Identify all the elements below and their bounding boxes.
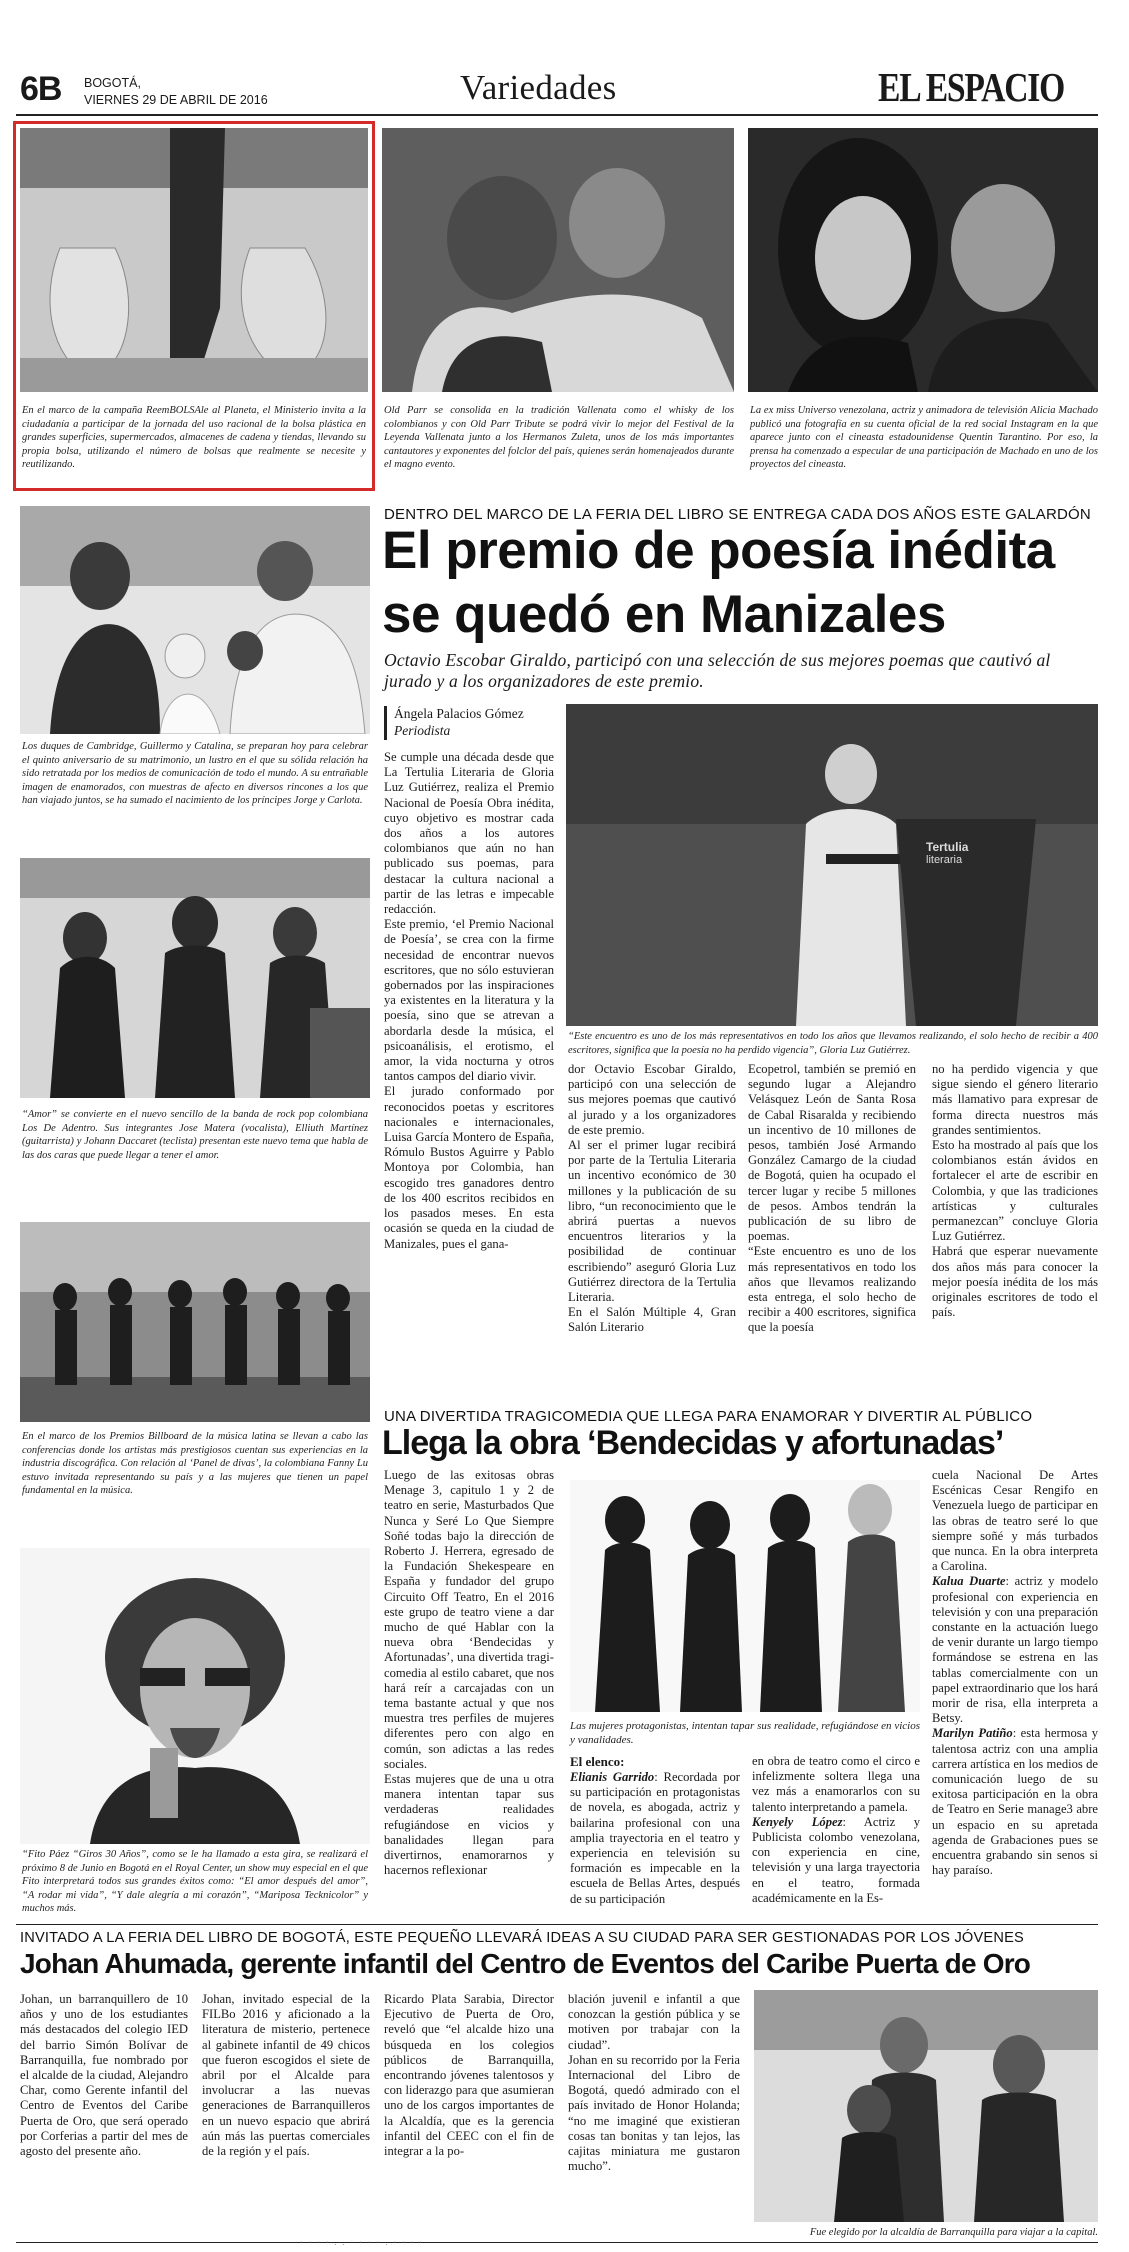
caption-bendecidas: Las mujeres protagonistas, intentan tapar sus realidade, refugiándose en vicios y vanalidades. — [570, 1720, 920, 1746]
actor2-name: Kenyely López — [752, 1814, 843, 1829]
poesia-col1: Se cumple una década desde que La Tertulia Literaria de Gloria Luz Gutiérrez, realiza el Premio Nacional de Poesía Obra inédita, cuyo objetivo es mostrar cada dos años a los autores colombianos que aún no han publicado sus poemas, para destacar la cultura nacional a partir de las letras e impecable redacción. Este premio, ‘el Premio Nacional de Poesía’, se crea con la firme necesidad de encontrar nuevos escritores, que no sólo estuvieran gobernados por las inspiraciones ya existentes en la literatura y la poesía, sino que se atrevan a abordarla desde la música, el psicoanálisis, el erotismo, el amor, la vida nocturna y otros tantos campos del diario vivir. El jurado conformado por reconocidos poetas y escritores nacionales e internacionales, Luisa García Montero de España, Rómulo Bustos Aguirre y Pablo Montoya por Colombia, han escogido tres ganadores dentro de los 400 escritos recibidos en los pasados meses. En esta ocasión se queda en la ciudad de Manizales, pues el gana- — [384, 750, 554, 1251]
byline-name: Ángela Palacios Gómez — [394, 706, 524, 721]
caption-old-parr: Old Parr se consolida en la tradición Vallenata como el whisky de los colombianos y con Old Parr Tribute se podrá vivir lo mejor del Festival de la Leyenda Vallenata junto a los Hermanos Zuleta, unos de los más importantes cantautores y exponentes del folclor del país, quienes serán homenajeados durante el magno evento. — [384, 405, 734, 471]
byline-role: Periodista — [394, 723, 451, 738]
caption-johan: Fue elegido por la alcaldía de Barranquilla para viajar a la capital. — [809, 2227, 1098, 2238]
header-rule — [16, 114, 1098, 116]
poesia-deck: Octavio Escobar Giraldo, participó con una selección de sus mejores poemas que cautivó al jurado y a los organizadores de este premio. — [384, 650, 1051, 691]
caption-amor: “Amor” se convierte en el nuevo sencillo de la banda de rock pop colombiana Los De Adentro. Sus integrantes Jose Matera (vocalista), Elliuth Martínez (guitarrista) y Johann Daccaret (teclista) presentan este nuevo tema que habla de las dos caras que puede llegar a tener el amor. — [22, 1109, 368, 1161]
johan-col1: Johan, un barranquillero de 10 años y uno de los estudiantes más destacados del colegio IED del barrio Simón Bolívar de Barranquilla, fue nombrado por el alcalde de la ciudad, Alejandro Char, como Gerente infantil del Centro de Eventos del Caribe Puerta de Oro, que será operado por Corferias a partir del mes de agosto del presente año. — [20, 1992, 188, 2159]
johan-rule — [16, 1924, 1098, 1925]
caption-gloria: “Este encuentro es uno de los más representativos en todo los años que llevamos realizando, el solo hecho de recibir a 400 escritores, significa que la poesía no ha perdido vigencia”, Gloria Luz Gutiérrez. — [568, 1031, 1098, 1056]
highlight-box — [13, 121, 375, 491]
section-title: Variedades — [460, 68, 617, 107]
page-number: 6B — [20, 70, 62, 108]
photo-billboard-panel — [20, 1222, 370, 1422]
teatro-col2 — [752, 1754, 920, 1906]
photo-los-de-adentro — [20, 858, 370, 1098]
col3-intro: cuela Nacional De Artes Escénicas Cesar Rengifo en Venezuela luego de participar en las obras de teatro seré lo que siempre soñé y más turbados que nunca. En la obra interpreta a Carolina. — [932, 1468, 1098, 1574]
teatro-actor1 — [570, 1770, 740, 1907]
teatro-headline: Llega la obra ‘Bendecidas y afortunadas’ — [382, 1424, 1004, 1462]
photo-alicia-machado — [748, 128, 1098, 392]
footer-smudge: · · · · . . · · · · . · · · · — [300, 2238, 424, 2247]
byline-bar — [384, 706, 387, 740]
johan-kicker: INVITADO A LA FERIA DEL LIBRO DE BOGOTÁ, ESTE PEQUEÑO LLEVARÁ IDEAS A SU CIUDAD PARA SER GESTIONADAS POR LOS JÓVENES — [20, 1930, 1024, 1946]
poesia-col4: no ha perdido vigencia y que sigue siendo el género literario más llamativo para expresar de forma directa nuestros más grandes sentimientos. Esto ha mostrado al país que los colombianos están ávidos en fortalecer el arte de escribir en Colombia, y que las tradiciones artísticas y culturales permanezcan” concluye Gloria Luz Gutiérrez. Habrá que esperar nuevamente dos años más para conocer la mejor poesía inédita de los más originales escritores de todo el país. — [932, 1062, 1098, 1320]
teatro-kicker: UNA DIVERTIDA TRAGICOMEDIA QUE LLEGA PARA ENAMORAR Y DIVERTIR AL PÚBLICO — [384, 1408, 1033, 1425]
photo-old-parr — [382, 128, 734, 392]
city: BOGOTÁ, — [84, 76, 141, 90]
photo-bendecidas-cast — [570, 1480, 920, 1712]
actor4-name: Marilyn Patiño — [932, 1726, 1013, 1741]
photo-gloria-podium — [566, 704, 1098, 1026]
actor2-text: : Actriz y Publicista colombo venezolana, con experiencia en cine, televisión y una larga trayectoria en el teatro, formada académicamente en la Es- — [752, 1814, 920, 1905]
actor1-name: Elianis Garrido — [570, 1770, 655, 1784]
actor1-text: : Recordada por su participación en protagonistas de novela, es abogada, actriz y bailarina profesional con una amplia trayectoria en el teatro y experiencia en televisión su formación es impecable en la escuela de Bellas Artes, después de su participación — [570, 1770, 740, 1906]
elenco-label: El elenco: — [570, 1754, 625, 1769]
date: VIERNES 29 DE ABRIL DE 2016 — [84, 93, 268, 107]
podium-sign-line1: Tertulia — [926, 840, 969, 854]
caption-bags: En el marco de la campaña ReemBOLSAle al Planeta, el Ministerio invita a la ciudadanía a participar de la jornada del uso racional de la bolsa plástica en grandes superficies, supermercados, almacenes de cadena y tiendas, llevando su propia bolsa, utilizando el número de bolsas que realmente se necesite y reutilizando. — [22, 405, 366, 471]
johan-col3: Ricardo Plata Sarabia, Director Ejecutivo de Puerta de Oro, reveló que “el alcalde hizo una búsqueda en los colegios públicos de Barranquilla, encontrando jóvenes talentosos y con liderazgo para que asumieran uno de los cargos importantes de la Alcaldía, que es la gerencia infantil del CEEC con el fin de integrar a la po- — [384, 1992, 554, 2159]
actor4-text: : esta hermosa y talentosa actriz con una amplia carrera artística en los medios de comunicación luego de su exitosa participación en la obra de Teatro en Serie manage3 abre un espacio en su apretada agenda de Grabaciones pues se encuentra grabando sin senos si hay paraíso. — [932, 1726, 1098, 1878]
footer-rule — [16, 2242, 1098, 2243]
johan-headline: Johan Ahumada, gerente infantil del Centro de Eventos del Caribe Puerta de Oro — [20, 1948, 1031, 1979]
poesia-col2: dor Octavio Escobar Giraldo, participó con una selección de sus mejores poemas que cautivó al jurado y a los organizadores de este premio. Al ser el primer lugar recibirá por parte de la Tertulia Literaria un incentivo económico de 30 millones y la publicación de su libro, “un reconocimiento que le abrirá puertas a nuevos encuentros literarios y la posibilidad de continuar escribiendo” aseguró Gloria Luz Gutiérrez directora de la Tertulia Literaria. En el Salón Múltiple 4, Gran Salón Literario — [568, 1062, 736, 1335]
johan-col4: blación juvenil e infantil a que conozcan la gestión pública y se motiven por trabajar con la ciudad”. Johan en su recorrido por la Feria Internacional del Libro de Bogotá, quedó admirado con el país invitado de Honor Holanda; “no me imaginé que existieran cosas tan bonitas y tan lejos, las cajitas miniatura me gustaron mucho”. — [568, 1992, 740, 2174]
photo-fito-paez — [20, 1548, 370, 1844]
caption-fito: “Fito Páez “Giros 30 Años”, como se le ha llamado a esta gira, se realizará el próximo 8 de Junio en Bogotá en el Royal Center, un show muy especial en el que Fito interpretará todos sus grandes éxitos como: “El amor después del amor”, “A rodar mi vida”, “Y dale alegría a mi corazón”, “Mariposa Tecknicolor” y muchos más. — [22, 1849, 368, 1915]
photo-royal-family — [20, 506, 370, 734]
johan-col2: Johan, invitado especial de la FILBo 2016 y aficionado a la literatura de misterio, pertenece al gabinete infantil de 49 chicos que fueron escogidos el siete de abril por el Alcalde para involucrar a las nuevas generaciones de Barranquilleros en un nuevo espacio que abrirá aún más las puertas comerciales de la región y el país. — [202, 1992, 370, 2159]
masthead: EL ESPACIO — [878, 64, 1065, 110]
actor3-text: : actriz y modelo profesional con experiencia en televisión y con una preparación constante en la actuación luego de venir durante un largo tiempo formándose se estrena en las tablas comercialmente con un papel extraordinario que los hará morir de risa, ella interpreta a Betsy. — [932, 1574, 1098, 1726]
actor3-name: Kalua Duarte — [932, 1574, 1006, 1589]
caption-royals: Los duques de Cambridge, Guillermo y Catalina, se preparan hoy para celebrar el quinto aniversario de su matrimonio, un lustro en el que su sólida relación ha sido retratada por los medios de comunicación de todo el mundo. A su entrañable imagen de enamorados, con muestras de afecto en diversos rincones a los que han viajado juntos, se ha sumado el nacimiento de los príncipes Jorge y Carlota. — [22, 741, 368, 807]
mid-col2-text: en obra de teatro como el circo e infelizmente soltera llega una vez más a enamorarlos con su talento interpretando a pamela. — [752, 1754, 920, 1814]
teatro-col3 — [932, 1468, 1098, 1878]
teatro-col1: Luego de las exitosas obras Menage 3, capitulo 1 y 2 de teatro en serie, Masturbados Que Nunca y Seré Lo Que Siempre Soñé todas bajo la dirección de Roberto J. Herrera, egresado de la Fundación Shekespeare en España y fundador del grupo Circuito Off Teatro, En el 2016 este grupo de teatro viene a dar mucho de qué Hablar con la nueva obra ‘Bendecidas y Afortunadas’, una divertida tragi-comedia al estilo cabaret, que nos hará reír a carcajadas con un tema bastante actual y que nos muestra tres perfiles de mujeres diferentes pero con algo en común, son adictas a las redes sociales. Estas mujeres que de una u otra manera intentan tapar sus verdaderas realidades refugiándose en vicios y banalidades llegan para divertirnos, enamorarnos y hacernos reflexionar — [384, 1468, 554, 1878]
caption-billboard: En el marco de los Premios Billboard de la música latina se llevan a cabo las conferencias donde los artistas más prestigiosos cuentan sus experiencias en la industria discográfica. Con relación al ‘Panel de divas’, la colombiana Fanny Lu estuvo invitada representando su país y a las mujeres que tienen un papel fundamental en la música. — [22, 1431, 368, 1497]
photo-johan — [754, 1990, 1098, 2222]
poesia-kicker: DENTRO DEL MARCO DE LA FERIA DEL LIBRO SE ENTREGA CADA DOS AÑOS ESTE GALARDÓN — [384, 506, 1091, 523]
poesia-headline-line2: se quedó en Manizales — [382, 585, 946, 644]
poesia-col3: Ecopetrol, también se premió en segundo lugar a Alejandro Velásquez León de Santa Rosa de Cabal Risaralda y recibiendo un incentivo de 10 millones de pesos, también José Armando González Camargo de la ciudad de Bogotá, quien ha ocupado el tercer lugar y recibe 5 millones de pesos. Ambos tendrán la publicación de su libro de poemas. “Este encuentro es uno de los más representativos en todo los años que llevamos realizando esta entrega, el solo hecho de recibir a 400 escritores, significa que la poesía — [748, 1062, 916, 1335]
poesia-headline-line1: El premio de poesía inédita — [382, 521, 1055, 580]
caption-machado: La ex miss Universo venezolana, actriz y animadora de televisión Alicia Machado publicó una fotografía en su cuenta oficial de la red social Instagram en la que aparece junto con el cineasta estadounidense Quentin Tarantino. Por eso, la prensa ha comenzado a especular de una participación de Machado en uno de los proyectos del cineasta. — [750, 405, 1098, 471]
podium-sign-line2: literaria — [926, 854, 963, 866]
